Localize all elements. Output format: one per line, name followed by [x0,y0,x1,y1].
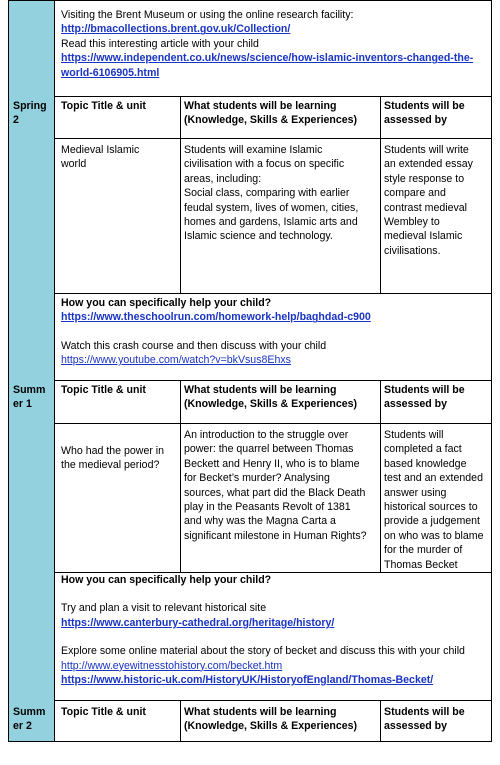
topic-title: Medieval Islamic [61,144,140,156]
assessed-header-sub: assessed by [384,114,448,127]
help-title: How you can specifically help your child? [61,297,272,309]
assessed-header-sub: assessed by [384,398,448,411]
learning-header: What students will be learning [184,384,337,396]
eyewitness-link[interactable]: http://www.eyewitnesstohistory.com/becket.htm [61,659,283,672]
bma-collections-link[interactable]: http://bmacollections.brent.gov.uk/Collection/ [61,23,291,36]
term-label: er 1 [13,398,32,411]
term-label: er 2 [13,720,32,733]
help-text: Explore some online material about the story of becket and discuss this with your child [61,645,465,658]
term-label: Spring [13,100,47,112]
assessed-header-sub: assessed by [384,720,448,733]
help-text: Try and plan a visit to relevant historical site [61,602,267,615]
historic-uk-link[interactable]: https://www.historic-uk.com/HistoryUK/HistoryofEngland/Thomas-Becket/ [61,674,434,687]
term-label: Summ [13,706,46,718]
term-label: Summ [13,384,46,396]
learning-header-sub: (Knowledge, Skills & Experiences) [184,398,358,411]
independent-article-link-cont[interactable]: world-6106905.html [61,66,160,79]
assessed-header: Students will be [384,100,465,112]
assessed-header: Students will be [384,706,465,718]
topic-header: Topic Title & unit [61,706,146,718]
topic-header: Topic Title & unit [61,384,146,396]
assessment-text: Students will write an extended essay style response to compare and contrast medieval Wembley to medieval Islamic civilisations. [384,144,473,257]
topic-title: Who had the power in [61,445,165,457]
learning-header-sub: (Knowledge, Skills & Experiences) [184,720,358,733]
learning-header: What students will be learning [184,706,337,718]
topic-title: world [61,158,87,171]
learning-header-sub: (Knowledge, Skills & Experiences) [184,114,358,127]
learning-text: An introduction to the struggle over power: the quarrel between Thomas Beckett and Henry II, who is to blame for Becket’s murder? Analysing sources, what part did the Black Death play in the Peasants Revolt of 1381 and why was the Magna Carta a significant milestone in Human Rights? [184,429,367,542]
resources-text: Visiting the Brent Museum or using the online research facility: [61,9,354,21]
learning-header: What students will be learning [184,100,337,112]
independent-article-link[interactable]: https://www.independent.co.uk/news/science/how-islamic-inventors-changed-the- [61,52,474,65]
help-title: How you can specifically help your child? [61,574,272,586]
table-border [8,0,492,742]
learning-text: Students will examine Islamic civilisation with a focus on specific areas, including: Social class, comparing with earlier feudal system, lives of women, cities, homes and gardens, Islamic arts and Islamic science and technology. [184,144,359,243]
topic-header: Topic Title & unit [61,100,146,112]
curriculum-table [8,0,492,742]
assessment-text: Students will completed a fact based knowledge test and an extended answer using historical sources to provide a judgement on who was to blame for the murder of Thomas Becket [384,429,484,571]
term-label: 2 [13,114,19,127]
schoolrun-link[interactable]: https://www.theschoolrun.com/homework-help/baghdad-c900 [61,311,371,324]
help-text: Watch this crash course and then discuss with your child [61,339,327,352]
topic-title: the medieval period? [61,459,160,472]
canterbury-cathedral-link[interactable]: https://www.canterbury-cathedral.org/heritage/history/ [61,616,335,629]
assessed-header: Students will be [384,384,465,396]
resources-text: Read this interesting article with your child [61,37,259,50]
youtube-link[interactable]: https://www.youtube.com/watch?v=bkVsus8Ehxs [61,354,291,367]
